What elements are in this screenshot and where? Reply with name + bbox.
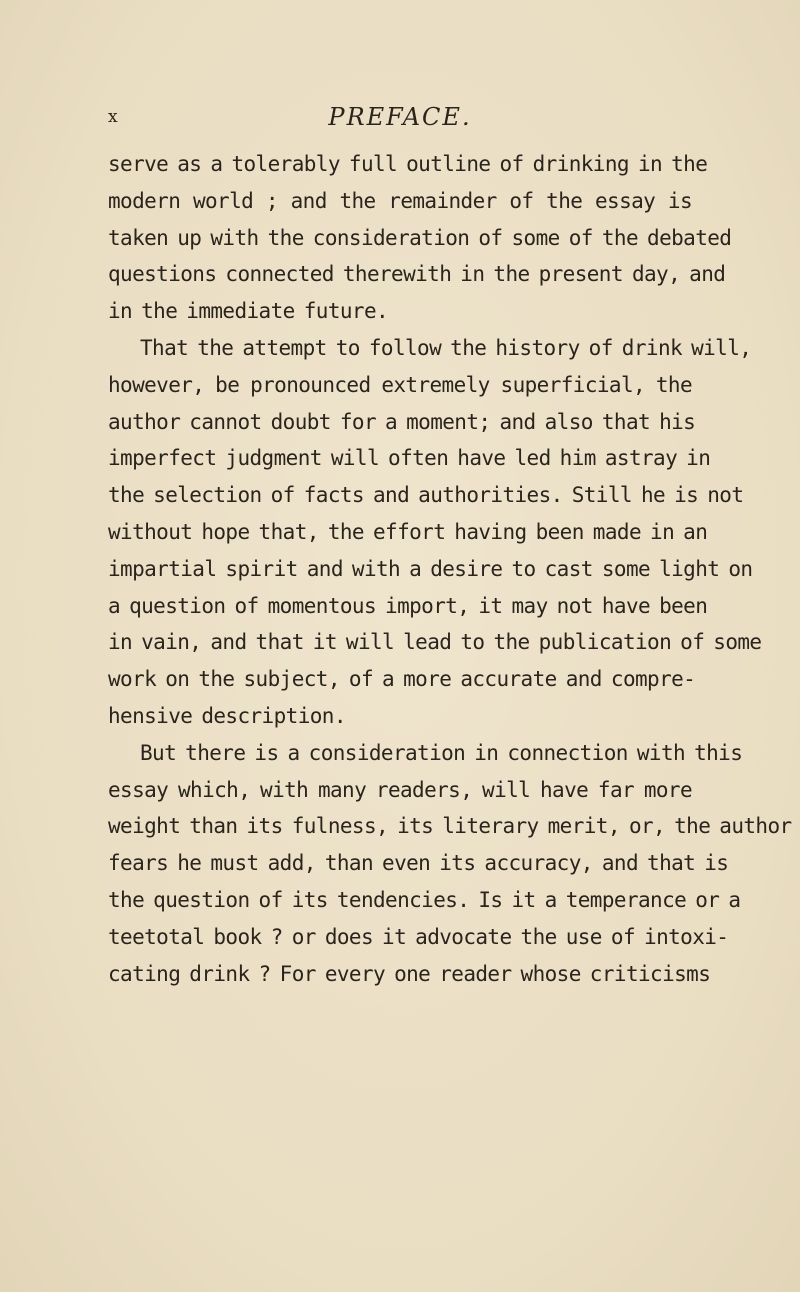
text-line: teetotal book ? or does it advocate the use of intoxi- [108, 924, 729, 949]
text-line: the question of its tendencies. Is it a temperance or a [108, 887, 741, 912]
text-line: questions connected therewith in the present day, and [108, 262, 726, 287]
text-line: hensive description. [108, 703, 346, 728]
text-line: without hope that, the effort having been made in an [108, 519, 708, 544]
text-line: imperfect judgment will often have led him astray in [108, 446, 711, 471]
body-text [108, 146, 792, 992]
text-line: in vain, and that it will lead to the publication of some [108, 630, 762, 655]
text-line: But there is a consideration in connection with this [140, 740, 743, 765]
text-line: essay which, with many readers, will have far more [108, 777, 692, 802]
text-line: impartial spirit and with a desire to cast some light on [108, 556, 753, 581]
text-line: cating drink ? For every one reader whose criticisms [108, 961, 711, 986]
text-line: the selection of facts and authorities. Still he is not [108, 483, 744, 508]
page-title: PREFACE. [328, 103, 472, 131]
running-head [108, 103, 692, 133]
text-line: work on the subject, of a more accurate and compre- [108, 667, 696, 692]
page-number: x [108, 107, 118, 127]
text-line: That the attempt to follow the history of drink will, [140, 335, 752, 360]
text-line: weight than its fulness, its literary merit, or, the author [108, 814, 792, 839]
text-line: modern world ; and the remainder of the essay is [108, 188, 692, 213]
text-line: author cannot doubt for a moment; and also that his [108, 409, 696, 434]
text-line: taken up with the consideration of some of the debated [108, 225, 732, 250]
text-line: however, be pronounced extremely superficial, the [108, 372, 692, 397]
text-line: a question of momentous import, it may not have been [108, 593, 708, 618]
text-line: in the immediate future. [108, 299, 389, 324]
text-line: fears he must add, than even its accuracy, and that is [108, 851, 729, 876]
text-line: serve as a tolerably full outline of drinking in the [108, 152, 708, 176]
